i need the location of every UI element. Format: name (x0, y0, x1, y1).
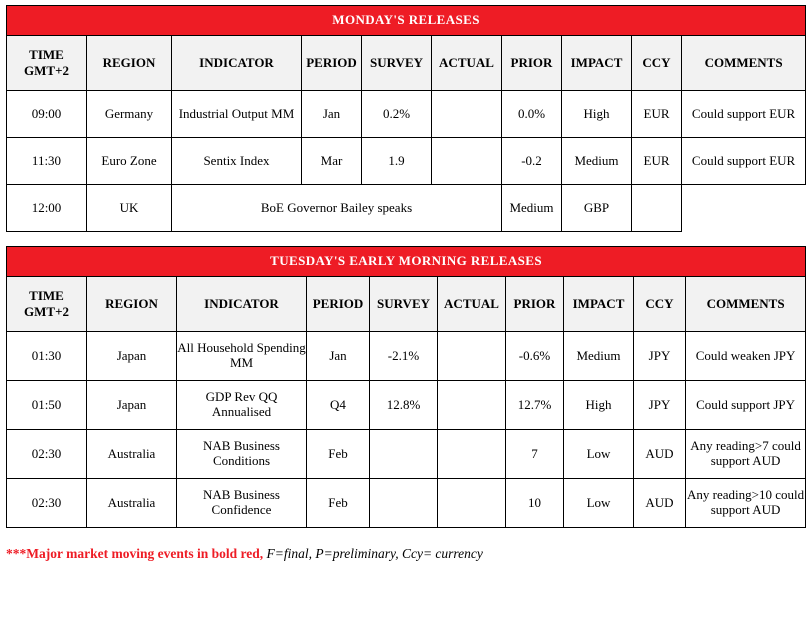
column-header-comments: COMMENTS (682, 36, 806, 91)
legend-note (6, 546, 805, 562)
cell-impact: High (564, 381, 634, 430)
cell-time: 02:30 (7, 479, 87, 528)
cell-time: 11:30 (7, 138, 87, 185)
column-header-indicator: INDICATOR (177, 277, 307, 332)
cell-period: Feb (307, 430, 370, 479)
column-header-actual: ACTUAL (438, 277, 506, 332)
cell-comments: Any reading>10 could support AUD (686, 479, 806, 528)
cell-region: Germany (87, 91, 172, 138)
column-header-ccy: CCY (634, 277, 686, 332)
column-header-region: REGION (87, 36, 172, 91)
cell-ccy: EUR (632, 138, 682, 185)
cell-survey (370, 479, 438, 528)
cell-actual (438, 381, 506, 430)
cell-indicator: GDP Rev QQ Annualised (177, 381, 307, 430)
column-header-time-line1: TIME (29, 287, 64, 303)
cell-prior: 10 (506, 479, 564, 528)
cell-prior: -0.2 (502, 138, 562, 185)
column-header-impact: IMPACT (564, 277, 634, 332)
monday-banner-title: MONDAY'S RELEASES (7, 6, 806, 36)
cell-impact: Medium (562, 138, 632, 185)
column-header-comments: COMMENTS (686, 277, 806, 332)
cell-period: Jan (307, 332, 370, 381)
table-row (7, 332, 806, 381)
column-header-period: PERIOD (307, 277, 370, 332)
table-banner-row (7, 247, 806, 277)
cell-time: 09:00 (7, 91, 87, 138)
legend-note-highlight: ***Major market moving events in bold red, (6, 546, 264, 561)
cell-period: Mar (302, 138, 362, 185)
table-row (7, 430, 806, 479)
column-header-actual: ACTUAL (432, 36, 502, 91)
cell-impact: Medium (502, 185, 562, 232)
table-banner-row (7, 6, 806, 36)
cell-indicator-merged: BoE Governor Bailey speaks (172, 185, 502, 232)
cell-comments: Any reading>7 could support AUD (686, 430, 806, 479)
cell-region: Euro Zone (87, 138, 172, 185)
cell-ccy: AUD (634, 479, 686, 528)
table-row (7, 381, 806, 430)
cell-time: 12:00 (7, 185, 87, 232)
cell-comments: Could support JPY (686, 381, 806, 430)
cell-region: Australia (87, 430, 177, 479)
column-header-prior: PRIOR (506, 277, 564, 332)
cell-indicator: NAB Business Confidence (177, 479, 307, 528)
table-row (7, 479, 806, 528)
table-spacer (6, 232, 805, 246)
legend-note-rest: F=final, P=preliminary, Ccy= currency (263, 546, 483, 561)
column-header-time-line1: TIME (29, 46, 64, 62)
column-header-survey: SURVEY (370, 277, 438, 332)
cell-ccy: EUR (632, 91, 682, 138)
tuesday-releases-table (6, 246, 806, 528)
cell-actual (432, 138, 502, 185)
cell-time: 01:30 (7, 332, 87, 381)
column-header-time-line2: GMT+2 (24, 304, 69, 319)
cell-indicator: Industrial Output MM (172, 91, 302, 138)
cell-indicator: Sentix Index (172, 138, 302, 185)
column-header-impact: IMPACT (562, 36, 632, 91)
cell-indicator: All Household Spending MM (177, 332, 307, 381)
cell-time: 01:50 (7, 381, 87, 430)
cell-period: Jan (302, 91, 362, 138)
cell-comments: Could weaken JPY (686, 332, 806, 381)
cell-prior: 12.7% (506, 381, 564, 430)
cell-survey: -2.1% (370, 332, 438, 381)
column-header-time-line2: GMT+2 (24, 63, 69, 78)
column-header-period: PERIOD (302, 36, 362, 91)
cell-region: Australia (87, 479, 177, 528)
cell-period: Feb (307, 479, 370, 528)
cell-ccy: JPY (634, 381, 686, 430)
cell-comments: Could support EUR (682, 138, 806, 185)
table-row (7, 185, 806, 232)
column-header-survey: SURVEY (362, 36, 432, 91)
cell-ccy: JPY (634, 332, 686, 381)
cell-region: Japan (87, 381, 177, 430)
table-row (7, 91, 806, 138)
cell-survey: 1.9 (362, 138, 432, 185)
table-header-row (7, 277, 806, 332)
column-header-indicator: INDICATOR (172, 36, 302, 91)
monday-releases-table (6, 5, 806, 232)
cell-impact: High (562, 91, 632, 138)
cell-prior: 0.0% (502, 91, 562, 138)
column-header-prior: PRIOR (502, 36, 562, 91)
cell-prior: -0.6% (506, 332, 564, 381)
table-row (7, 138, 806, 185)
cell-impact: Low (564, 430, 634, 479)
column-header-region: REGION (87, 277, 177, 332)
cell-comments: Could support EUR (682, 91, 806, 138)
column-header-time (7, 36, 87, 91)
cell-actual (438, 430, 506, 479)
cell-survey: 12.8% (370, 381, 438, 430)
cell-indicator: NAB Business Conditions (177, 430, 307, 479)
cell-comments (632, 185, 682, 232)
cell-impact: Medium (564, 332, 634, 381)
column-header-ccy: CCY (632, 36, 682, 91)
cell-survey: 0.2% (362, 91, 432, 138)
cell-time: 02:30 (7, 430, 87, 479)
cell-region: Japan (87, 332, 177, 381)
column-header-time (7, 277, 87, 332)
table-header-row (7, 36, 806, 91)
tuesday-banner-title: TUESDAY'S EARLY MORNING RELEASES (7, 247, 806, 277)
cell-period: Q4 (307, 381, 370, 430)
cell-survey (370, 430, 438, 479)
cell-actual (438, 479, 506, 528)
cell-ccy: GBP (562, 185, 632, 232)
cell-actual (438, 332, 506, 381)
cell-region: UK (87, 185, 172, 232)
cell-impact: Low (564, 479, 634, 528)
cell-actual (432, 91, 502, 138)
cell-ccy: AUD (634, 430, 686, 479)
cell-prior: 7 (506, 430, 564, 479)
